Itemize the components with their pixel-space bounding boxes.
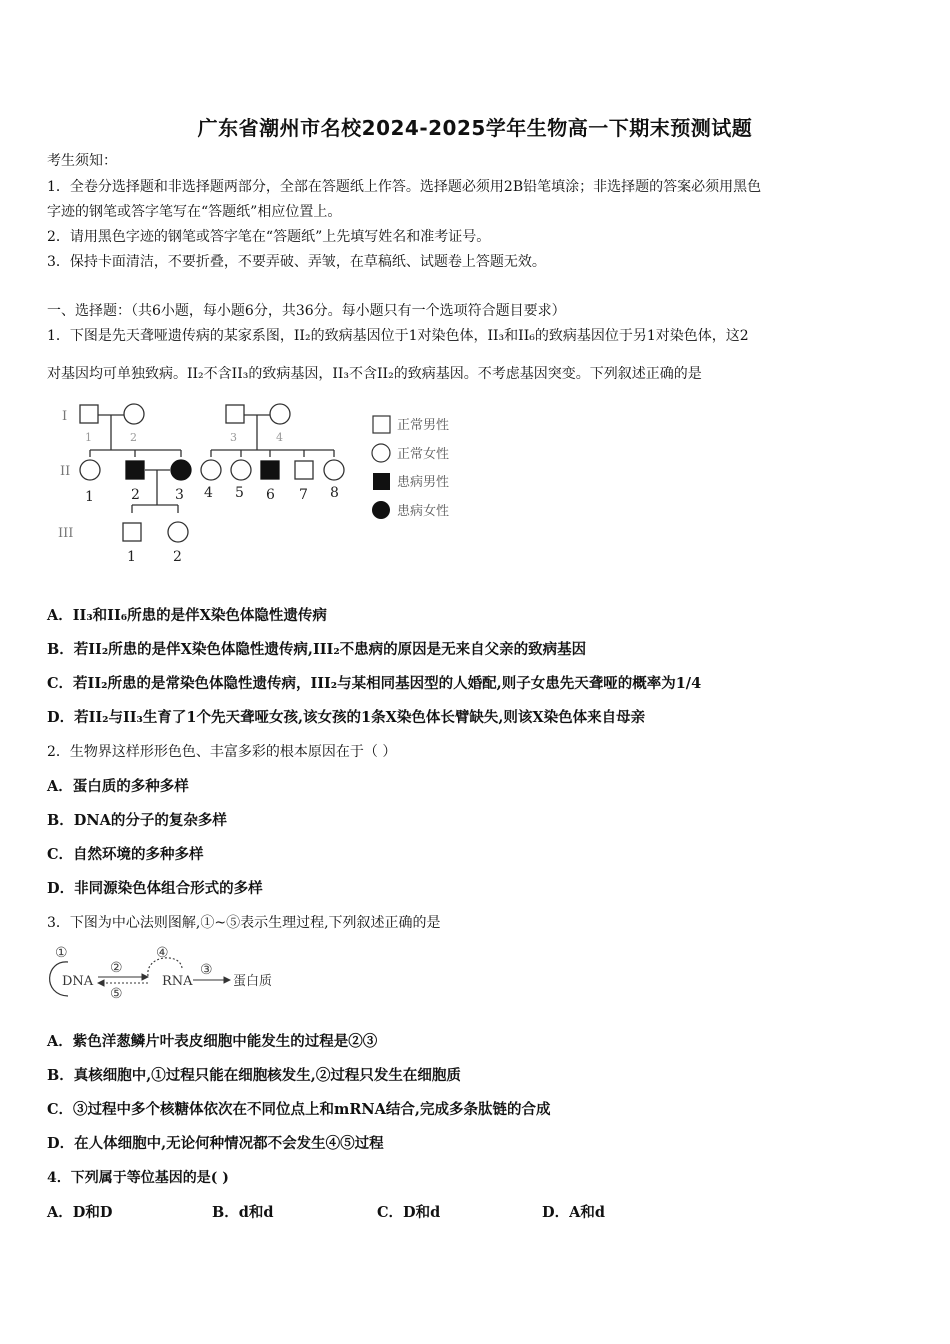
- q1-stem-b: 对基因均可单独致病。II₂不含II₃的致病基因，II₃不含II₂的致病基因。不考虑基因突变。下列叙述正确的是: [47, 366, 702, 382]
- legend-affected-male: 患病男性: [397, 475, 450, 490]
- gen-label-II: II: [60, 464, 71, 479]
- legend-affected-female: 患病女性: [397, 504, 450, 519]
- process-2-label: ②: [110, 960, 123, 976]
- pedigree-num-II1: 1: [85, 489, 94, 505]
- q3-option-b[interactable]: B．真核细胞中,①过程只能在细胞核发生,②过程只发生在细胞质: [47, 1067, 461, 1084]
- q4-option-b[interactable]: B．d和d: [212, 1204, 274, 1221]
- pedigree-num-I3: 3: [230, 431, 237, 444]
- q2-option-a[interactable]: A．蛋白质的多种多样: [47, 778, 189, 795]
- q4-option-a[interactable]: A．D和D: [47, 1204, 113, 1221]
- q2-option-c[interactable]: C．自然环境的多种多样: [47, 846, 204, 863]
- pedigree-num-II7: 7: [299, 487, 308, 503]
- q4-option-d[interactable]: D．A和d: [542, 1204, 605, 1221]
- pedigree-II3-affected-female: [171, 460, 191, 480]
- process-5-label: ⑤: [110, 986, 123, 1002]
- q1-option-c[interactable]: C．若II₂所患的是常染色体隐性遗传病，III₂与某相同基因型的人婚配,则子女患先天聋哑的概率为1/4: [47, 675, 702, 692]
- legend-normal-female-icon: [372, 444, 390, 462]
- q3-option-d[interactable]: D．在人体细胞中,无论何种情况都不会发生④⑤过程: [47, 1135, 384, 1152]
- pedigree-chart: [40, 395, 480, 575]
- legend-normal-male-icon: [373, 416, 390, 433]
- pedigree-I4-female: [270, 404, 290, 424]
- q2-stem: 2．生物界这样形形色色、丰富多彩的根本原因在于（ ）: [47, 744, 397, 760]
- pedigree-II2-affected-male: [126, 461, 144, 479]
- pedigree-num-II8: 8: [330, 485, 339, 501]
- process-3-label: ③: [200, 962, 213, 978]
- notice-heading: 考生须知：: [47, 153, 117, 169]
- pedigree-num-III1: 1: [127, 549, 136, 565]
- protein-label: 蛋白质: [233, 974, 273, 989]
- legend-normal-male: 正常男性: [397, 418, 450, 433]
- pedigree-I2-female: [124, 404, 144, 424]
- q3-option-c[interactable]: C．③过程中多个核糖体依次在不同位点上和mRNA结合,完成多条肽链的合成: [47, 1101, 551, 1118]
- notice-item-2: 2．请用黑色字迹的钢笔或答字笔在“答题纸”上先填写姓名和准考证号。: [47, 229, 491, 245]
- q3-stem: 3．下图为中心法则图解,①~⑤表示生理过程,下列叙述正确的是: [47, 915, 441, 931]
- pedigree-num-II3: 3: [175, 487, 184, 503]
- q1-option-d[interactable]: D．若II₂与II₃生育了1个先天聋哑女孩,该女孩的1条X染色体长臂缺失,则该X染色体来自母亲: [47, 709, 646, 726]
- pedigree-I1-male: [80, 405, 98, 423]
- pedigree-I3-male: [226, 405, 244, 423]
- central-dogma-diagram: [40, 940, 300, 1005]
- pedigree-II7-male: [295, 461, 313, 479]
- q1-stem-a: 1．下图是先天聋哑遗传病的某家系图，II₂的致病基因位于1对染色体，II₃和II₆的致病基因位于另1对染色体，这2: [47, 328, 749, 344]
- section-heading: 一、选择题：（共6小题，每小题6分，共36分。每小题只有一个选项符合题目要求）: [47, 303, 566, 319]
- pedigree-II6-affected-male: [261, 461, 279, 479]
- pedigree-num-II4: 4: [204, 485, 213, 501]
- q4-option-c[interactable]: C．D和d: [377, 1204, 441, 1221]
- q1-option-b[interactable]: B．若II₂所患的是伴X染色体隐性遗传病,III₂不患病的原因是无来自父亲的致病基因: [47, 641, 587, 658]
- q3-option-a[interactable]: A．紫色洋葱鳞片叶表皮细胞中能发生的过程是②③: [47, 1033, 378, 1050]
- pedigree-II5-female: [231, 460, 251, 480]
- pedigree-num-II2: 2: [131, 487, 140, 503]
- notice-item-3: 3．保持卡面清洁，不要折叠，不要弄破、弄皱，在草稿纸、试题卷上答题无效。: [47, 254, 546, 270]
- q4-stem: 4．下列属于等位基因的是( ): [47, 1170, 229, 1186]
- legend-normal-female: 正常女性: [397, 447, 450, 462]
- pedigree-num-I2: 2: [130, 431, 137, 444]
- pedigree-II8-female: [324, 460, 344, 480]
- q1-option-a[interactable]: A．II₃和II₆所患的是伴X染色体隐性遗传病: [47, 607, 327, 624]
- pedigree-num-III2: 2: [173, 549, 182, 565]
- process-4-label: ④: [156, 945, 169, 961]
- page-title: 广东省潮州市名校2024-2025学年生物高一下期末预测试题: [197, 116, 753, 140]
- notice-item-1b: 字迹的钢笔或答字笔写在“答题纸”相应位置上。: [47, 204, 342, 220]
- pedigree-num-I1: 1: [85, 431, 92, 444]
- dna-label: DNA: [62, 974, 94, 989]
- gen-label-I: I: [62, 409, 68, 424]
- pedigree-num-I4: 4: [276, 431, 283, 444]
- gen-label-III: III: [58, 526, 74, 541]
- legend-affected-male-icon: [373, 473, 390, 490]
- pedigree-num-II5: 5: [235, 485, 244, 501]
- pedigree-num-II6: 6: [266, 487, 275, 503]
- rna-label: RNA: [162, 974, 193, 989]
- process-1-label: ①: [55, 945, 68, 961]
- q2-option-d[interactable]: D．非同源染色体组合形式的多样: [47, 880, 263, 897]
- pedigree-II4-female: [201, 460, 221, 480]
- notice-item-1a: 1．全卷分选择题和非选择题两部分，全部在答题纸上作答。选择题必须用2B铅笔填涂；非选择题的答案必须用黑色: [47, 179, 762, 195]
- legend-affected-female-icon: [372, 501, 390, 519]
- pedigree-III2-female: [168, 522, 188, 542]
- pedigree-III1-male: [123, 523, 141, 541]
- pedigree-II1-female: [80, 460, 100, 480]
- q2-option-b[interactable]: B．DNA的分子的复杂多样: [47, 812, 227, 829]
